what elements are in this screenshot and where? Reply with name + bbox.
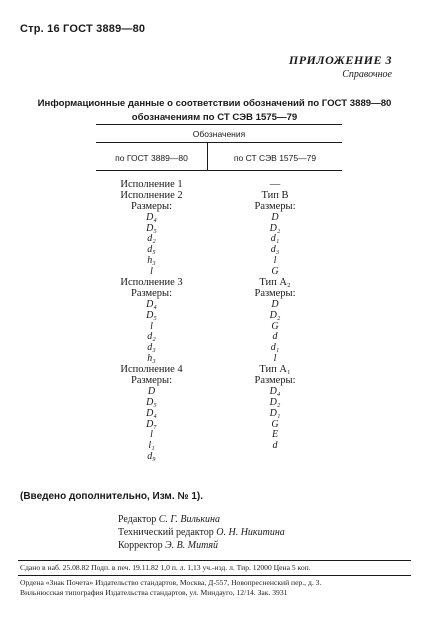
table-cell-gost: l [150,429,153,441]
table-cell-gost: l₁ [148,440,155,452]
table-header-divider [96,142,342,143]
publisher-line-2: Вильнюсская типография Издательства стандартов, ул. Миндауго, 12/14. Зак. 3931 [20,588,288,597]
table-cell-gost: Исполнение 4 [120,364,183,376]
table-cell-st-sev: D₂ [269,222,281,234]
table-cell-st-sev: l [273,353,277,365]
editor-role: Редактор [118,514,157,525]
table-cell-gost: d₅ [147,244,156,256]
table-cell-gost: l [150,266,153,278]
publisher-line-1: Ордена «Знак Почета» Издательство стандартов, Москва, Д-557, Новопресненский пер., д. 3. [20,578,322,587]
print-info-rule-bottom [18,575,411,576]
table-cell-gost: Исполнение 1 [120,179,183,190]
table-cell-gost: D₅ [146,396,157,408]
table-cell-st-sev: G [271,418,279,430]
table-cell-st-sev: D₄ [269,385,281,397]
table-cell-st-sev: d₁ [270,233,280,245]
table-cell-gost: Исполнение 3 [120,277,183,289]
column-st-sev [208,180,342,463]
table-cell-st-sev: d [272,331,278,343]
table-cell-st-sev: G [271,266,279,278]
appendix-block [289,53,392,80]
title-line-1: Информационные данные о соответствии обозначений по ГОСТ 3889—80 [37,98,392,109]
editor-role: Технический редактор [118,527,214,539]
table-cell-st-sev: Размеры: [254,287,296,299]
table-cell-gost: h₃ [147,353,156,365]
table-cell-gost: D₅ [146,222,157,234]
table-cell-st-sev: Размеры: [254,375,296,387]
table-group-header: Обозначения [192,129,246,139]
table-cell-st-sev: D₁ [269,407,281,419]
title-line-2: обозначениям по СТ СЭВ 1575—79 [131,112,298,123]
table-cell-st-sev: Тип B [261,189,289,201]
table-cell-st-sev: D [271,298,279,310]
editor-line [118,539,285,552]
table-cell-gost: D₄ [146,298,157,310]
table-cell-st-sev: G [271,320,279,332]
table-cell-st-sev: d₃ [270,244,280,256]
table-cell-st-sev: l [273,255,277,267]
publisher-info [20,578,412,598]
table-cell-st-sev [208,452,342,463]
table-cell-st-sev: D [271,211,279,223]
editor-line [118,513,285,526]
table-cell-st-sev: — [269,179,281,190]
table-header-bottom-rule [96,170,342,171]
table-cell-st-sev: D₂ [269,396,281,408]
table-cell-gost: d₂ [147,233,156,245]
table-cell-gost: Исполнение 2 [120,189,183,201]
document-title [20,97,409,125]
editor-name: О. Н. Никитина [216,527,285,539]
appendix-title: ПРИЛОЖЕНИЕ 3 [288,53,392,67]
table-cell-gost: d₉ [147,451,156,463]
table-cell-gost: Размеры: [130,200,173,212]
table-cell-st-sev: d [272,440,278,452]
table-column-divider [207,142,208,170]
table-cell-gost: D [147,385,156,397]
table-cell-gost: D₄ [146,211,157,223]
table-cell-gost: h₃ [147,255,156,267]
table-cell-st-sev: E [271,429,279,441]
table-cell-st-sev: Размеры: [254,200,296,212]
editor-line [118,526,285,539]
table-cell-st-sev: D₂ [269,309,281,321]
table-cell-st-sev: d₁ [270,342,280,354]
footnote: (Введено дополнительно, Изм. № 1). [20,491,203,502]
table-cell-gost: Размеры: [130,375,173,387]
editor-name: С. Г. Вилькина [158,514,220,525]
table-cell-st-sev: Тип A₁ [259,364,291,376]
table-cell-gost: d₃ [147,342,156,354]
table-cell-gost: d₂ [147,331,156,343]
col-header-st-sev: по СТ СЭВ 1575—79 [233,153,317,163]
print-info: Сдано в наб. 25.08.82 Подп. в печ. 19.11.82 1,0 п. л. 1,13 уч.-изд. л. Тир. 12000 Цена 5 коп. [20,563,311,572]
table-cell-gost: Размеры: [130,287,173,299]
editor-role: Корректор [118,540,163,552]
column-gost [96,180,207,463]
col-header-gost: по ГОСТ 3889—80 [115,153,188,163]
print-info-rule-top [18,560,411,561]
appendix-subtitle: Справочное [342,69,392,80]
table-cell-gost: D₄ [146,407,157,419]
table-cell-gost: l [150,320,153,332]
table-top-rule [96,124,342,125]
editor-name: Э. В. Митяй [165,540,219,552]
editors-block [118,513,285,553]
table-cell-st-sev: Тип A₂ [259,277,291,289]
page-header: Стр. 16 ГОСТ 3889—80 [20,23,146,35]
table-cell-gost: D₅ [146,309,157,321]
table-cell-gost: D₇ [146,418,157,430]
